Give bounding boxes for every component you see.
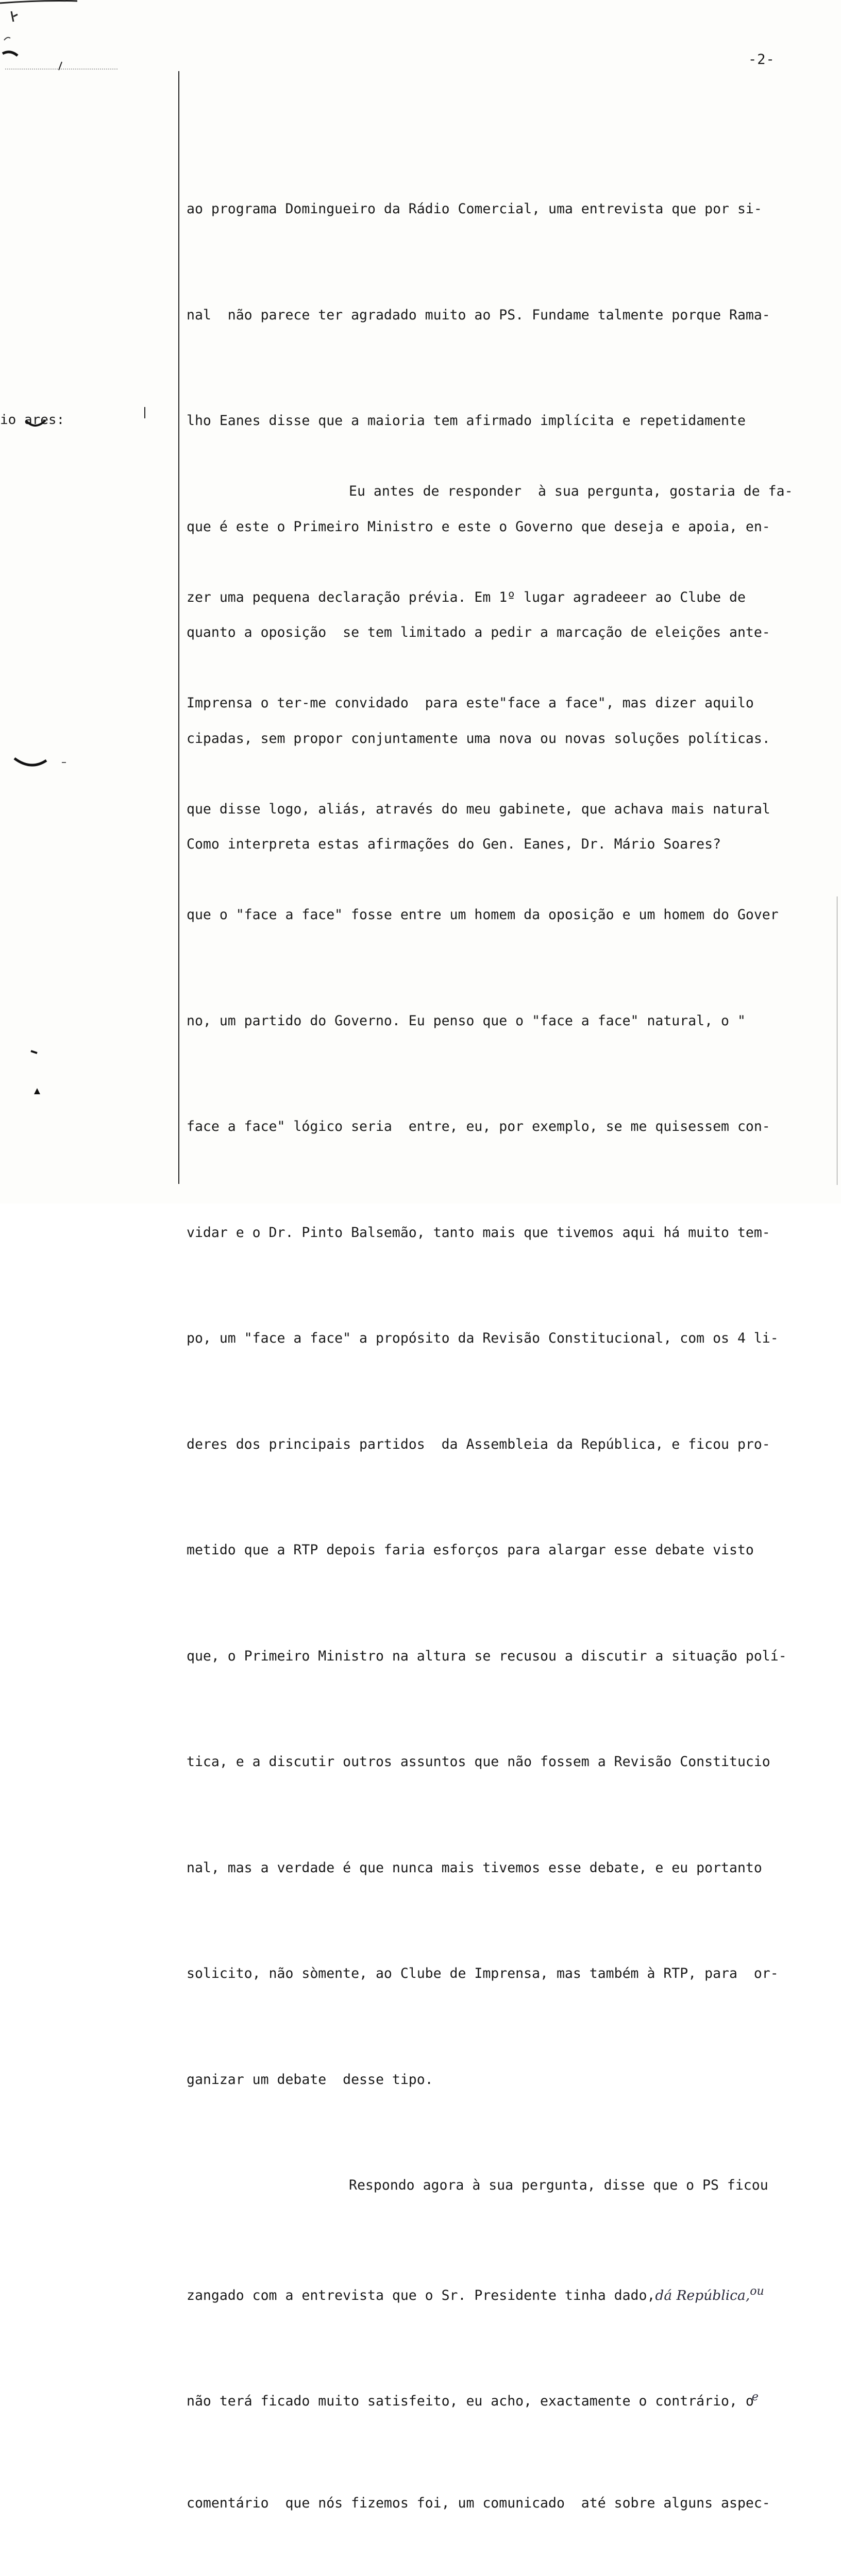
answer-line-text: não terá ficado muito satisfeito, eu acho, exactamente o contrário, o [187,2393,754,2409]
question-line: lho Eanes disse que a maioria tem afirmado implícita e repetidamente [187,413,746,429]
answer-line: no, um partido do Governo. Eu penso que o "face a face" natural, o " [187,1012,746,1029]
answer-line: que, o Primeiro Ministro na altura se recusou a discutir a situação polí- [187,1648,787,1664]
answer-line [187,2380,831,2415]
answer-line: Imprensa o ter-me convidado para este"face a face", mas dizer aquilo [187,695,754,711]
speaker-label: io ares: [0,412,65,428]
margin-arrow-mark [32,1087,42,1097]
speaker-label-underline-mark [4,407,66,448]
answer-line: que o "face a face" fosse entre um homem da oposição e um homem do Gover [187,907,779,923]
question-line: que é este o Primeiro Ministro e este o Governo que deseja e apoia, en- [187,518,770,535]
answer-line: tica, e a discutir outros assuntos que não fossem a Revisão Constitucio [187,1754,770,1770]
margin-dash-mark [29,1048,44,1058]
question-line: nal não parece ter agradado muito ao PS. Fundame talmente porque Rama- [187,307,770,323]
answer-line: zer uma pequena declaração prévia. Em 1º lugar agradeeer ao Clube de [187,589,746,605]
handwritten-insert: dá República, [655,2287,750,2303]
answer-line: po, um "face a face" a propósito da Revisão Constitucional, com os 4 li- [187,1330,779,1346]
answer-line: vidar e o Dr. Pinto Balsemão, tanto mais que tivemos aqui há muito tem- [187,1224,770,1241]
margin-stroke-mark [10,752,72,783]
left-margin-rule [178,71,179,1184]
answer-line-text: zangado com a entrevista que o Sr. Presidente tinha dado, [187,2287,655,2303]
margin-tick-mark [142,406,147,421]
answer-paragraph [187,403,831,2576]
answer-line: nal, mas a verdade é que nunca mais tivemos esse debate, e eu portanto [187,1859,762,1876]
answer-line: deres dos principais partidos da Assembleia da República, e ficou pro- [187,1436,770,1452]
answer-line: Eu antes de responder à sua pergunta, gostaria de fa- [349,483,793,499]
answer-line [187,2274,831,2310]
handwritten-superscript-ou: ou [750,2284,764,2298]
answer-line: Respondo agora à sua pergunta, disse que o PS ficou [349,2177,768,2193]
page-number: -2- [748,52,775,67]
question-line: Como interpreta estas afirmações do Gen. Eanes, Dr. Mário Soares? [187,836,721,852]
answer-line: comentário que nós fizemos foi, um comunicado até sobre alguns aspec- [187,2495,770,2511]
answer-line: que disse logo, aliás, através do meu gabinete, que achava mais natural [187,801,770,817]
answer-line: metido que a RTP depois faria esforços para alargar esse debate visto [187,1542,754,1558]
answer-line: solicito, não sòmente, ao Clube de Imprensa, mas também à RTP, para or- [187,1965,779,1981]
question-line: ao programa Domingueiro da Rádio Comercial, uma entrevista que por si- [187,201,762,217]
handwritten-superscript-e: e [751,2391,759,2403]
question-line: cipadas, sem propor conjuntamente uma nova ou novas soluções políticas. [187,730,770,747]
top-left-scribble [0,0,124,77]
answer-line: face a face" lógico seria entre, eu, por exemplo, se me quisessem con- [187,1118,770,1134]
answer-line: ganizar um debate desse tipo. [187,2071,433,2088]
question-line: quanto a oposição se tem limitado a pedir a marcação de eleições ante- [187,624,770,640]
